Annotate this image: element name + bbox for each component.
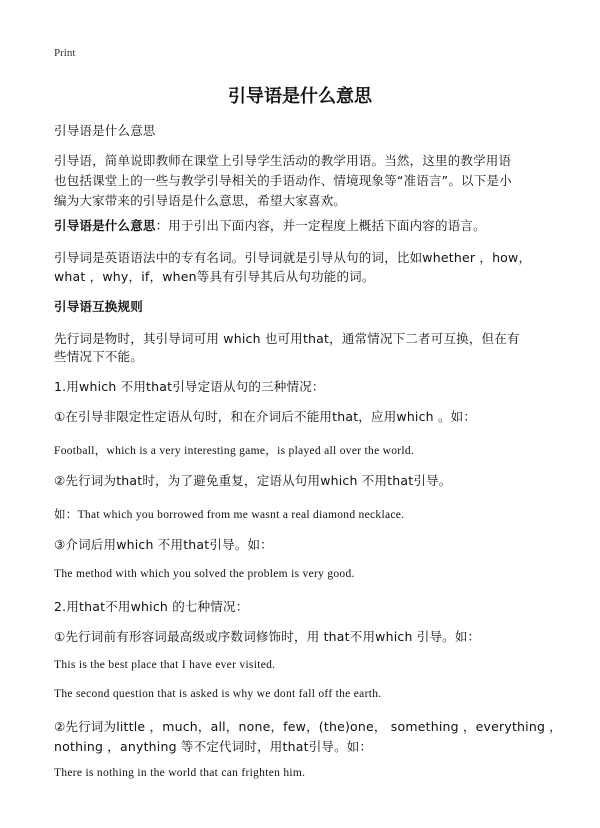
case-line: ②先行词为that时，为了避免重复，定语从句用which 不用that引导。 xyxy=(54,473,452,488)
case-line: ①在引导非限定性定语从句时，和在介词后不能用that，应用which 。如： xyxy=(54,409,477,424)
guide-word-line: 引导词是英语语法中的专有名词。引导词就是引导从句的词，比如whether ，how， xyxy=(54,250,532,265)
subtitle: 引导语是什么意思 xyxy=(54,123,156,138)
list-heading: 2.用that不用which 的七种情况： xyxy=(54,599,249,614)
list-heading: 1.用which 不用that引导定语从句的三种情况： xyxy=(54,379,325,394)
example-sentence: Football，which is a very interesting game，is played all over the world. xyxy=(54,445,415,457)
definition-text: ：用于引出下面内容，并一定程度上概括下面内容的语言。 xyxy=(155,218,486,233)
example-sentence: This is the best place that I have ever visited. xyxy=(54,659,276,671)
example-sentence: The second question that is asked is why we dont fall off the earth. xyxy=(54,688,382,700)
guide-word-line: what ，why，if，when等具有引导其后从句功能的词。 xyxy=(54,269,375,284)
page-title: 引导语是什么意思 xyxy=(228,86,372,107)
intro-line: 也包括课堂上的一些与教学引导相关的手语动作、情境现象等“准语言”。以下是小 xyxy=(54,173,512,188)
section-heading: 引导语互换规则 xyxy=(54,299,143,314)
rule-line: 些情况下不能。 xyxy=(54,349,143,364)
intro-line: 编为大家带来的引导语是什么意思，希望大家喜欢。 xyxy=(54,193,347,208)
definition-term: 引导语是什么意思 xyxy=(54,218,156,233)
example-sentence: 如：That which you borrowed from me wasnt a real diamond necklace. xyxy=(54,509,405,521)
case-line: nothing ，anything 等不定代词时，用that引导。如： xyxy=(54,739,373,754)
definition-paragraph xyxy=(54,215,560,236)
example-sentence: There is nothing in the world that can frighten him. xyxy=(54,767,306,779)
case-line: ②先行词为little ，much，all，none，few，(the)one， something ，everything ， xyxy=(54,719,562,734)
rule-line: 先行词是物时，其引导词可用 which 也可用that，通常情况下二者可互换，但在有 xyxy=(54,331,520,346)
example-sentence: The method with which you solved the problem is very good. xyxy=(54,568,355,580)
case-line: ①先行词前有形容词最高级或序数词修饰时，用 that不用which 引导。如： xyxy=(54,629,481,644)
case-line: ③介词后用which 不用that引导。如： xyxy=(54,537,273,552)
print-label: Print xyxy=(54,47,76,59)
intro-line: 引导语，简单说即教师在课堂上引导学生活动的教学用语。当然，这里的教学用语 xyxy=(54,153,512,168)
